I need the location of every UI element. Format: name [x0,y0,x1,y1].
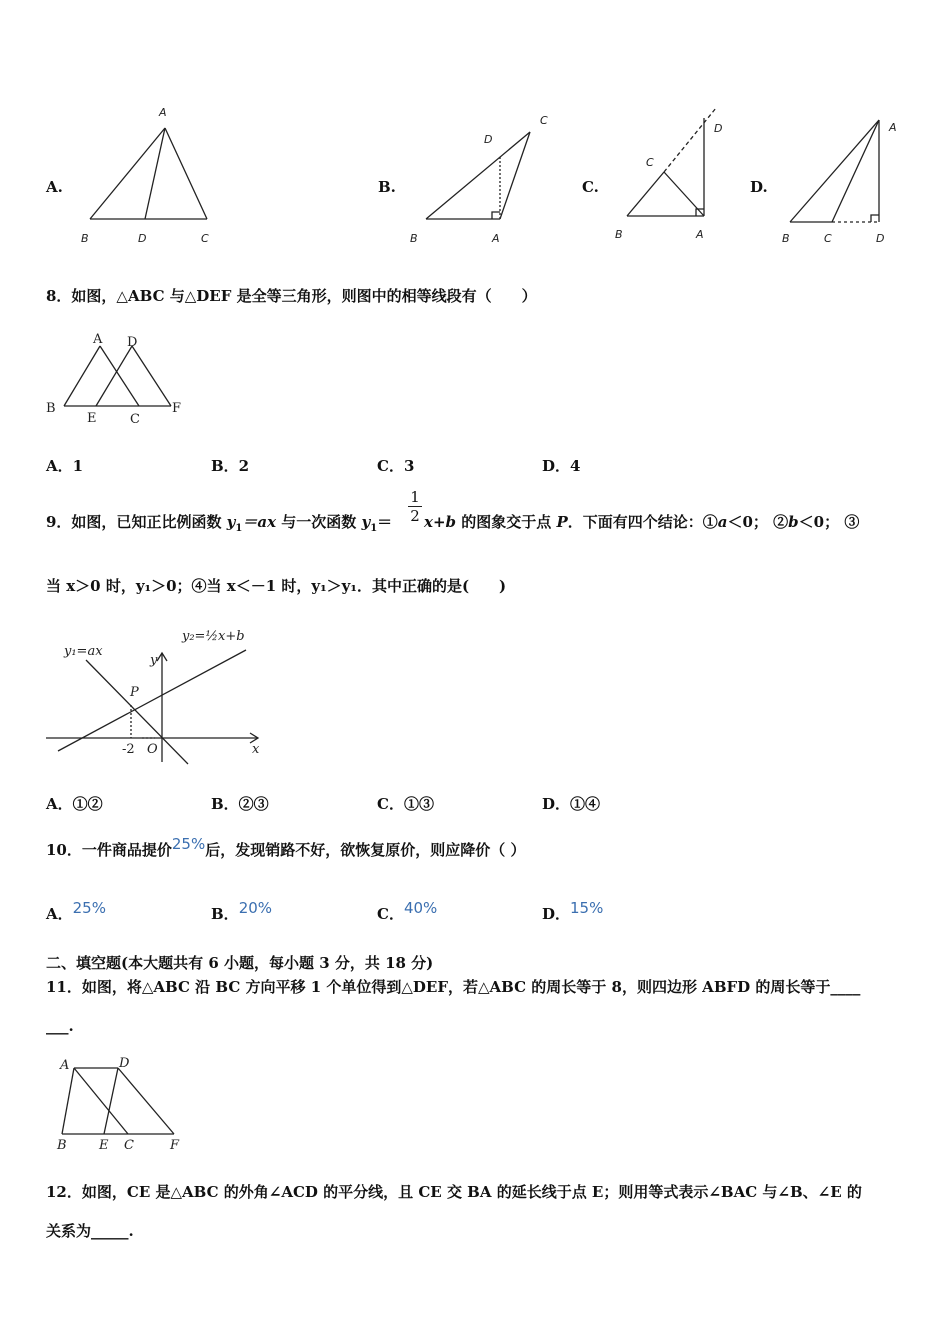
q11-label-a: A [60,1058,70,1073]
q9-y2-sub: 1 [370,523,378,534]
q10-text-b: 后，发现销路不好，欲恢复原价，则应降价（ ） [205,841,526,859]
q8-option-d[interactable]: D．4 [542,457,581,475]
q10-option-c-label: C． [377,905,404,923]
q9-y1-sub: 1 [235,523,243,534]
q10-option-b-value: 20% [238,899,273,917]
q8-label-f: F [172,401,182,416]
q9-text-lt0b: ＜0； ③ [798,513,860,531]
q9-eq: ＝ [377,513,393,531]
q7-option-c-label[interactable]: C. [582,178,599,196]
q11-side-de [104,1068,118,1134]
q9-text-a: 9．如图，已知正比例函数 [46,513,227,531]
q8-label-c: C [130,412,140,427]
q7d-label-b: B [782,232,790,245]
q11-question-line1: 11．如图，将△ABC 沿 BC 方向平移 1 个单位得到△DEF，若△ABC 的周长等于 8，则四边形 ABFD 的周长等于____ [46,978,861,996]
q10-option-d-value: 15% [570,899,604,917]
q9-var-a: a [717,513,728,531]
q9-text-lt0a: ＜0； ② [727,513,789,531]
q7d-label-d: D [876,232,885,245]
q8-option-a[interactable]: A．1 [46,457,84,475]
q9-label-origin: O [147,742,158,757]
q9-fraction-denominator: 2 [410,507,420,525]
q9-y1-var: y [226,513,236,531]
q11-label-e: E [99,1138,109,1153]
q8-option-c[interactable]: C．3 [377,457,415,475]
q7b-label-d: D [484,133,493,146]
q8-question-text: 8．如图，△ABC 与△DEF 是全等三角形，则图中的相等线段有（ ） [46,287,537,305]
q9-label-y-axis: y [150,653,158,668]
q7a-label-c: C [201,232,209,245]
q8-option-b[interactable]: B．2 [211,457,250,475]
q11-label-d: D [119,1056,130,1071]
q12-question-line2: 关系为_____. [46,1222,134,1240]
q9-eq-ax: ＝ax [242,513,277,531]
q9-label-neg2: -2 [122,742,135,757]
q7b-label-c: C [540,114,548,127]
q9-xb: x+b [424,513,456,531]
q7b-label-a: A [492,232,500,245]
q7d-label-c: C [824,232,832,245]
q8-label-e: E [87,411,97,426]
q11-label-c: C [124,1138,134,1153]
q7c-label-c: C [646,156,654,169]
q11-question-line2: ___. [46,1017,74,1035]
q11-label-b: B [57,1138,67,1153]
q10-option-a-label: A． [46,905,73,923]
q9-label-x-axis: x [252,742,260,757]
q7-option-a-label[interactable]: A. [46,178,63,196]
q9-y2-var: y [361,513,371,531]
q7a-label-a: A [159,106,167,119]
q7a-label-d: D [138,232,147,245]
q9-option-d[interactable]: D．①④ [542,795,601,813]
q9-option-a[interactable]: A．①② [46,795,103,813]
q11-side-ac [74,1068,128,1134]
q7-option-b-label[interactable]: B. [378,178,396,196]
q10-option-c-value: 40% [403,899,438,917]
q7c-label-b: B [615,228,623,241]
q10-option-b-label: B． [211,905,239,923]
q10-option-a-value: 25% [72,899,106,917]
q8-label-d: D [127,335,138,350]
q9-label-y1: y₁=ax [64,644,103,659]
q11-label-f: F [170,1138,180,1153]
q12-question-line1: 12．如图，CE 是△ABC 的外角∠ACD 的平分线，且 CE 交 BA 的延长线于点 E；则用等式表示∠BAC 与∠B、∠E 的 [46,1183,862,1201]
q8-label-a: A [93,332,103,347]
q7d-label-a: A [889,121,897,134]
q11-side-df [118,1068,174,1134]
section-heading-fill-in: 二、填空题(本大题共有 6 小题，每小题 3 分，共 18 分) [46,954,434,972]
q7-option-d-label[interactable]: D. [750,178,768,196]
q9-text-c: ．下面有四个结论：① [567,513,718,531]
q9-option-c[interactable]: C．①③ [377,795,434,813]
q9-question-line2: 当 x＞0 时，y₁＞0；④当 x＜－1 时，y₁＞y₁．其中正确的是( ) [46,577,507,595]
q9-var-b: b [788,513,799,531]
q10-percent: 25% [171,835,206,853]
q9-text-b: 的图象交于点 [456,513,557,531]
q9-point-p: P [556,513,568,531]
q7a-label-b: B [81,232,89,245]
q10-option-d-label: D． [542,905,571,923]
q9-fraction-numerator: 1 [410,488,420,506]
q9-option-b[interactable]: B．②③ [211,795,269,813]
q8-label-b: B [46,401,56,416]
q9-label-y2: y₂=½x+b [182,629,245,644]
q9-text-mid: 与一次函数 [276,513,362,531]
q7b-label-b: B [410,232,418,245]
q7c-label-a: A [696,228,704,241]
q11-side-ab [62,1068,74,1134]
q7c-label-d: D [714,122,723,135]
q10-text-a: 10．一件商品提价 [46,841,172,859]
q9-label-p: P [130,685,139,700]
